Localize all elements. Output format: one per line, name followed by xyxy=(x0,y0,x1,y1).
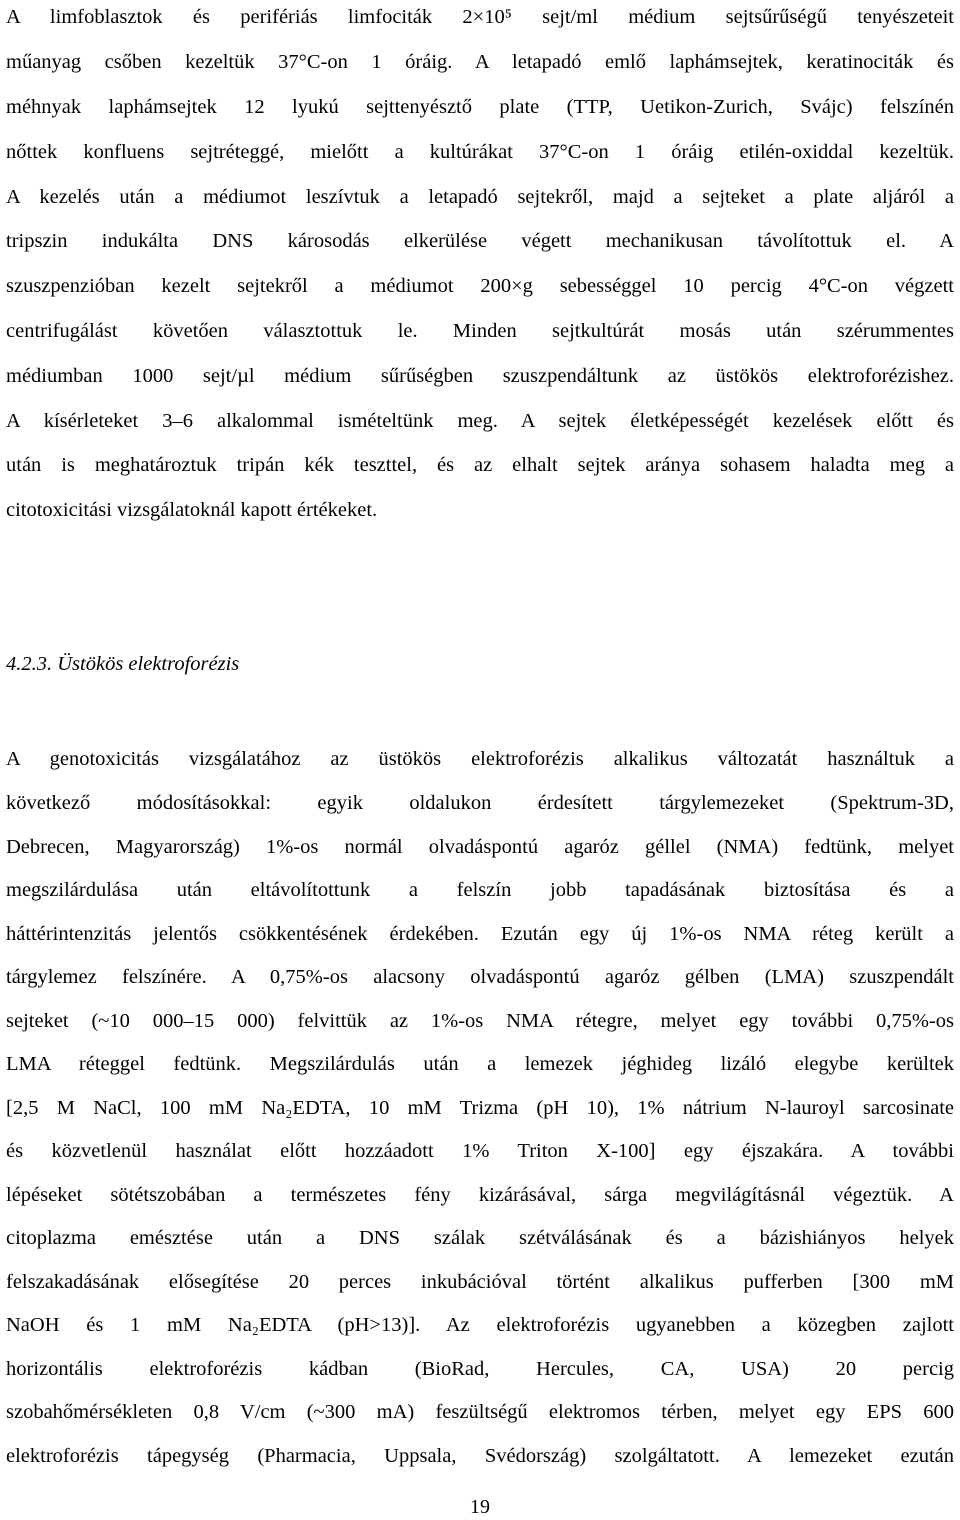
text-line: méhnyak laphámsejtek 12 lyukú sejttenyésztő plate (TTP, Uetikon-Zurich, Svájc) felszínén xyxy=(6,96,954,118)
text-line: horizontális elektroforézis kádban (BioRad, Hercules, CA, USA) 20 percig xyxy=(6,1358,954,1380)
text-line: A kísérleteket 3–6 alkalommal ismételtünk meg. A sejtek életképességét kezelések előtt és xyxy=(6,410,954,432)
text-line: után is meghatároztuk tripán kék teszttel, és az elhalt sejtek aránya sohasem haladta meg a xyxy=(6,454,954,476)
text-line: elektroforézis tápegység (Pharmacia, Uppsala, Svédország) szolgáltatott. A lemezeket ezután xyxy=(6,1445,954,1467)
text-line: felszakadásának elősegítése 20 perces inkubációval történt alkalikus pufferben [300 mM xyxy=(6,1271,954,1293)
text-line: médiumban 1000 sejt/µl médium sűrűségben szuszpendáltunk az üstökös elektroforézishez. xyxy=(6,365,954,387)
text-line: citoplazma emésztése után a DNS szálak szétválásának és a bázishiányos helyek xyxy=(6,1227,954,1249)
text-line: [2,5 M NaCl, 100 mM Na₂EDTA, 10 mM Trizma (pH 10), 1% nátrium N-lauroyl sarcosinate xyxy=(6,1097,954,1119)
text-line: műanyag csőben kezeltük 37°C-on 1 óráig. A letapadó emlő laphámsejtek, keratinociták és xyxy=(6,51,954,73)
text-line: és közvetlenül használat előtt hozzáadott 1% Triton X-100] egy éjszakára. A további xyxy=(6,1140,954,1162)
text-line: háttérintenzitás jelentős csökkentésének érdekében. Ezután egy új 1%-os NMA réteg került a xyxy=(6,923,954,945)
text-line: szobahőmérsékleten 0,8 V/cm (~300 mA) feszültségű elektromos térben, melyet egy EPS 600 xyxy=(6,1401,954,1423)
section-heading: 4.2.3. Üstökös elektroforézis xyxy=(6,653,240,675)
text-line: megszilárdulása után eltávolítottunk a felszín jobb tapadásának biztosítása és a xyxy=(6,879,954,901)
text-line: sejteket (~10 000–15 000) felvittük az 1%-os NMA rétegre, melyet egy további 0,75%-os xyxy=(6,1010,954,1032)
text-line: nőttek konfluens sejtréteggé, mielőtt a kultúrákat 37°C-on 1 óráig etilén-oxiddal kezeltük. xyxy=(6,141,954,163)
text-line: tárgylemez felszínére. A 0,75%-os alacsony olvadáspontú agaróz gélben (LMA) szuszpendált xyxy=(6,966,954,988)
text-line: NaOH és 1 mM Na₂EDTA (pH>13)]. Az elektroforézis ugyanebben a közegben zajlott xyxy=(6,1314,954,1336)
text-line: Debrecen, Magyarország) 1%-os normál olvadáspontú agaróz géllel (NMA) fedtünk, melyet xyxy=(6,836,954,858)
text-line: A kezelés után a médiumot leszívtuk a letapadó sejtekről, majd a sejteket a plate aljáról a xyxy=(6,186,954,208)
text-line: citotoxicitási vizsgálatoknál kapott értékeket. xyxy=(6,499,378,521)
text-line: szuszpenzióban kezelt sejtekről a médiumot 200×g sebességgel 10 percig 4°C-on végzett xyxy=(6,275,954,297)
text-line: A limfoblasztok és perifériás limfociták 2×10⁵ sejt/ml médium sejtsűrűségű tenyészeteit xyxy=(6,6,954,28)
text-line: tripszin indukálta DNS károsodás elkerülése végett mechanikusan távolítottuk el. A xyxy=(6,230,954,252)
text-line: centrifugálást követően választottuk le. Minden sejtkultúrát mosás után szérummentes xyxy=(6,320,954,342)
text-line: lépéseket sötétszobában a természetes fény kizárásával, sárga megvilágításnál végeztük. A xyxy=(6,1184,954,1206)
text-line: A genotoxicitás vizsgálatához az üstökös elektroforézis alkalikus változatát használtuk a xyxy=(6,748,954,770)
text-line: LMA réteggel fedtünk. Megszilárdulás után a lemezek jéghideg lizáló elegybe kerültek xyxy=(6,1053,954,1075)
text-line: következő módosításokkal: egyik oldalukon érdesített tárgylemezeket (Spektrum-3D, xyxy=(6,792,954,814)
page-number: 19 xyxy=(470,1496,490,1518)
